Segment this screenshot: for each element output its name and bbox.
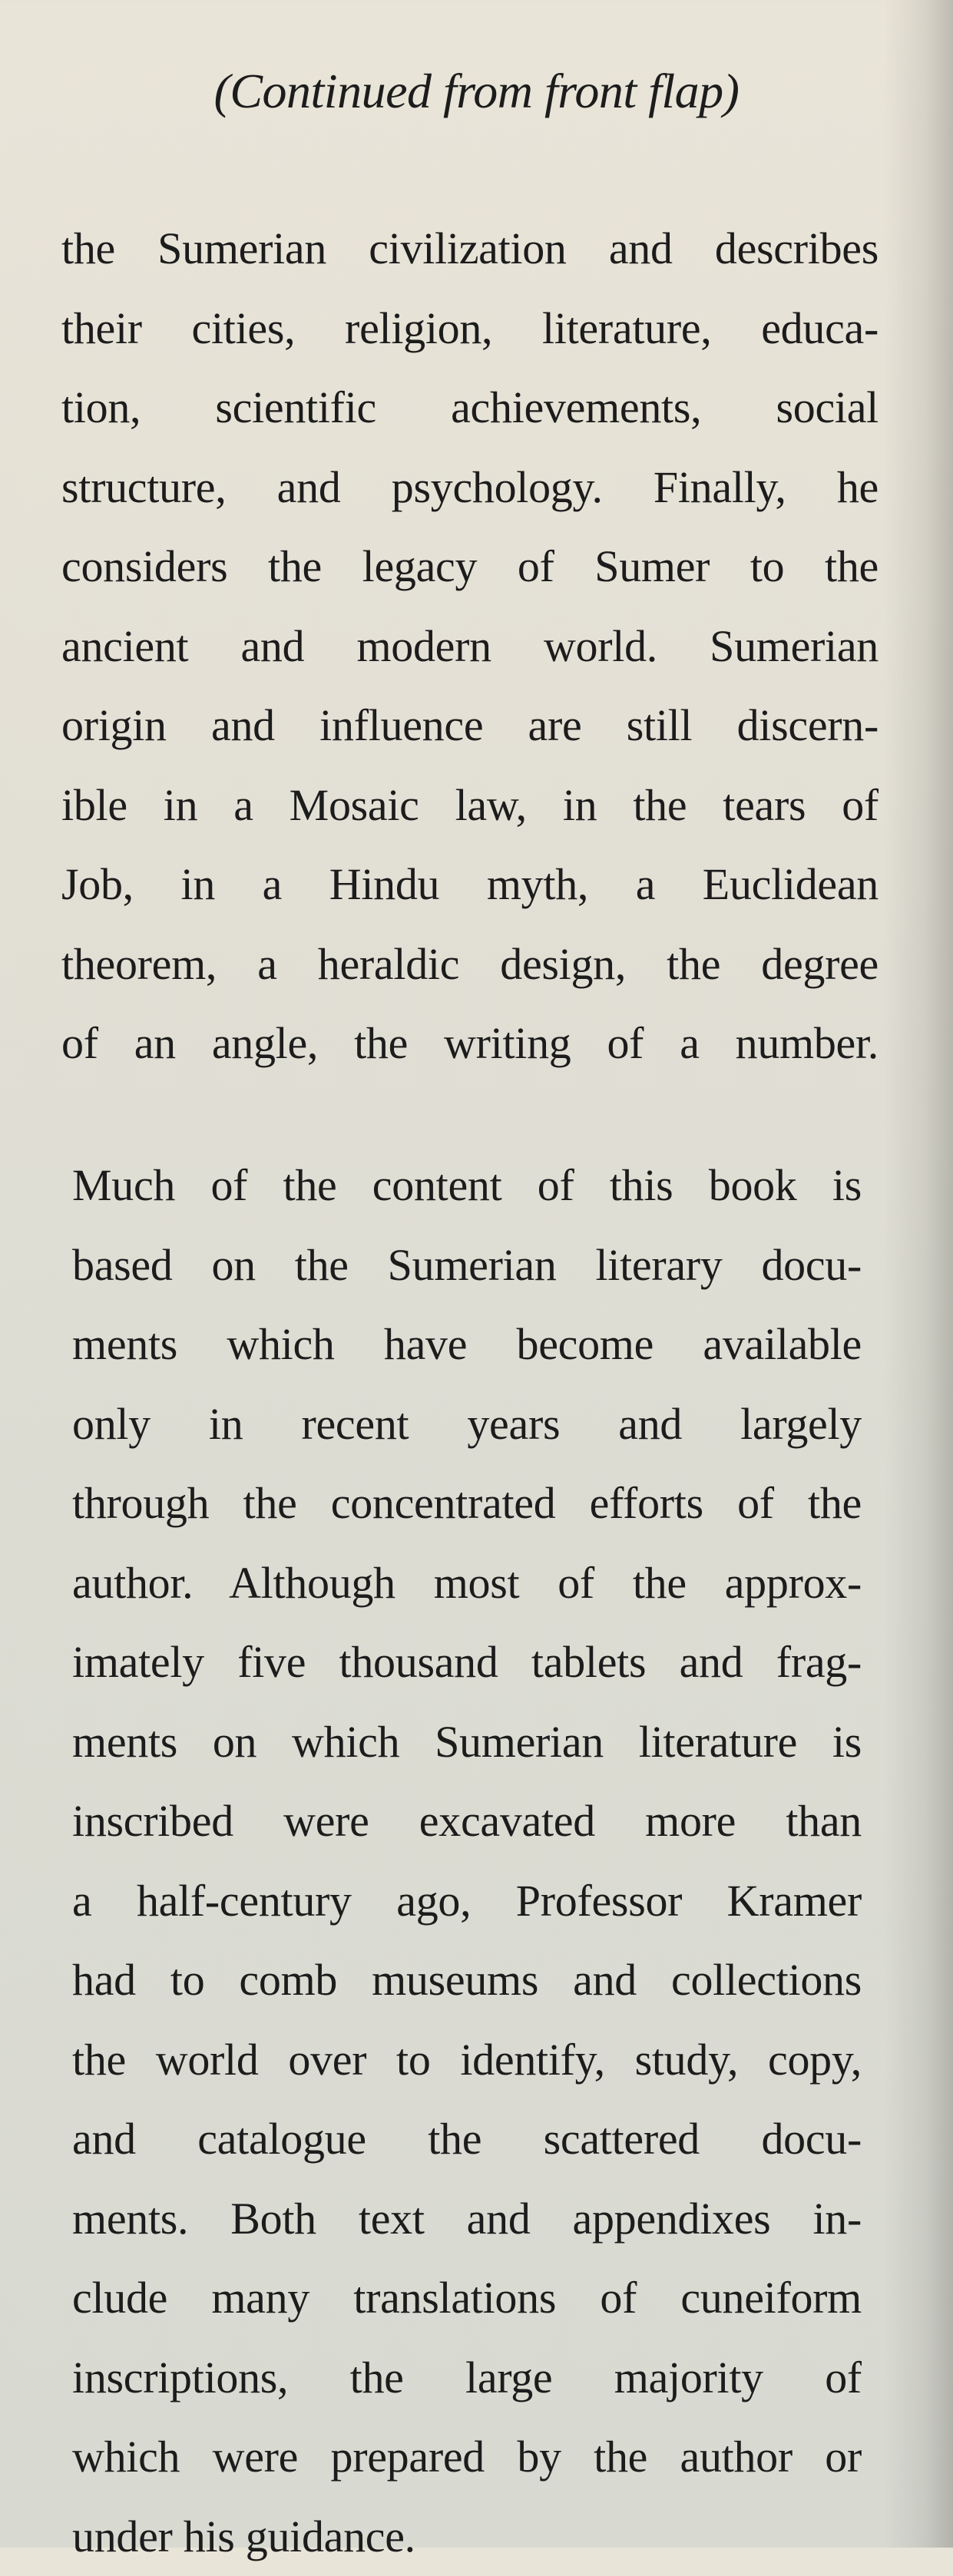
text-line: a half-century ago, Professor Kramer <box>72 1861 862 1941</box>
paragraph-2 <box>72 1146 862 2576</box>
page-edge-shadow <box>884 0 953 2548</box>
text-line: tion, scientific achievements, social <box>61 368 879 448</box>
text-line: considers the legacy of Sumer to the <box>61 527 879 607</box>
text-line: origin and influence are still discern- <box>61 686 879 766</box>
text-line: ments. Both text and appendixes in- <box>72 2179 862 2259</box>
text-line: which were prepared by the author or <box>72 2417 862 2497</box>
text-line: inscribed were excavated more than <box>72 1781 862 1861</box>
text-line: ible in a Mosaic law, in the tears of <box>61 766 879 845</box>
text-line: the world over to identify, study, copy, <box>72 2020 862 2100</box>
text-line: based on the Sumerian literary docu- <box>72 1225 862 1305</box>
text-line: clude many translations of cuneiform <box>72 2258 862 2338</box>
text-line: inscriptions, the large majority of <box>72 2338 862 2418</box>
text-line: ments on which Sumerian literature is <box>72 1702 862 1782</box>
text-line: author. Although most of the approx- <box>72 1543 862 1623</box>
text-line: and catalogue the scattered docu- <box>72 2099 862 2179</box>
text-line: their cities, religion, literature, educa- <box>61 289 879 369</box>
text-line: ments which have become available <box>72 1305 862 1384</box>
text-line: ancient and modern world. Sumerian <box>61 607 879 686</box>
text-line: only in recent years and largely <box>72 1384 862 1464</box>
text-line: imately five thousand tablets and frag- <box>72 1622 862 1702</box>
paragraph-1 <box>61 209 879 1083</box>
text-line: theorem, a heraldic design, the degree <box>61 924 879 1004</box>
text-line: had to comb museums and collections <box>72 1940 862 2020</box>
text-line: of an angle, the writing of a number. <box>61 1004 879 1083</box>
continued-heading: (Continued from front flap) <box>0 63 953 120</box>
text-line: through the concentrated efforts of the <box>72 1463 862 1543</box>
text-line: the Sumerian civilization and describes <box>61 209 879 289</box>
text-line: under his guidance. <box>72 2497 862 2576</box>
text-line: Job, in a Hindu myth, a Euclidean <box>61 845 879 924</box>
text-line: structure, and psychology. Finally, he <box>61 448 879 527</box>
text-line: Much of the content of this book is <box>72 1146 862 1225</box>
